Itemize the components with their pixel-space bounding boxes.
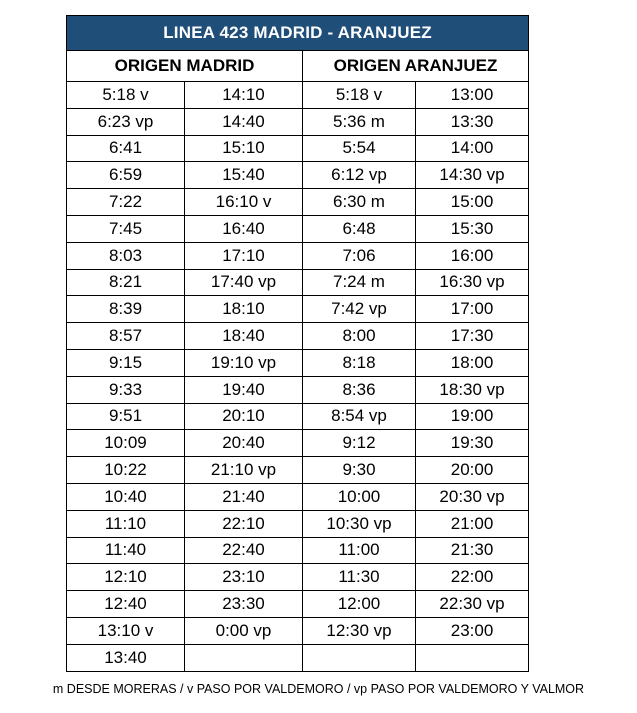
time-cell: 17:30 bbox=[416, 323, 529, 350]
schedule-body bbox=[67, 82, 529, 672]
time-cell: 10:40 bbox=[67, 483, 185, 510]
schedule-row bbox=[67, 135, 529, 162]
time-cell: 23:10 bbox=[185, 564, 303, 591]
schedule-row bbox=[67, 617, 529, 644]
time-cell: 11:00 bbox=[303, 537, 416, 564]
schedule-row bbox=[67, 349, 529, 376]
time-cell: 5:18 v bbox=[303, 82, 416, 109]
time-cell: 6:30 m bbox=[303, 189, 416, 216]
time-cell: 8:18 bbox=[303, 349, 416, 376]
time-cell: 20:40 bbox=[185, 430, 303, 457]
title-row bbox=[67, 16, 529, 51]
time-cell: 6:23 vp bbox=[67, 108, 185, 135]
time-cell: 19:40 bbox=[185, 376, 303, 403]
time-cell: 21:00 bbox=[416, 510, 529, 537]
schedule-row bbox=[67, 215, 529, 242]
time-cell: 0:00 vp bbox=[185, 617, 303, 644]
time-cell: 7:24 m bbox=[303, 269, 416, 296]
schedule-row bbox=[67, 242, 529, 269]
time-cell: 6:59 bbox=[67, 162, 185, 189]
time-cell: 20:00 bbox=[416, 457, 529, 484]
time-cell: 21:40 bbox=[185, 483, 303, 510]
timetable bbox=[66, 15, 529, 672]
time-cell: 9:33 bbox=[67, 376, 185, 403]
time-cell: 18:10 bbox=[185, 296, 303, 323]
time-cell: 10:22 bbox=[67, 457, 185, 484]
origin-aranjuez-header: ORIGEN ARANJUEZ bbox=[303, 51, 529, 82]
time-cell: 18:40 bbox=[185, 323, 303, 350]
schedule-row bbox=[67, 269, 529, 296]
time-cell: 17:00 bbox=[416, 296, 529, 323]
time-cell: 8:21 bbox=[67, 269, 185, 296]
schedule-row bbox=[67, 644, 529, 671]
time-cell: 8:54 vp bbox=[303, 403, 416, 430]
time-cell: 22:40 bbox=[185, 537, 303, 564]
time-cell: 23:30 bbox=[185, 591, 303, 618]
time-cell: 8:39 bbox=[67, 296, 185, 323]
time-cell: 7:42 vp bbox=[303, 296, 416, 323]
time-cell: 13:10 v bbox=[67, 617, 185, 644]
time-cell: 12:40 bbox=[67, 591, 185, 618]
time-cell: 7:22 bbox=[67, 189, 185, 216]
time-cell: 14:40 bbox=[185, 108, 303, 135]
time-cell: 7:06 bbox=[303, 242, 416, 269]
schedule-row bbox=[67, 82, 529, 109]
time-cell: 17:10 bbox=[185, 242, 303, 269]
time-cell: 20:10 bbox=[185, 403, 303, 430]
time-cell: 8:00 bbox=[303, 323, 416, 350]
time-cell: 8:36 bbox=[303, 376, 416, 403]
origin-header-row bbox=[67, 51, 529, 82]
time-cell: 16:00 bbox=[416, 242, 529, 269]
schedule-row bbox=[67, 591, 529, 618]
time-cell: 16:40 bbox=[185, 215, 303, 242]
time-cell: 7:45 bbox=[67, 215, 185, 242]
schedule-row bbox=[67, 162, 529, 189]
table-title: LINEA 423 MADRID - ARANJUEZ bbox=[67, 16, 529, 51]
legend-note: m DESDE MORERAS / v PASO POR VALDEMORO / vp PASO POR VALDEMORO Y VALMOR bbox=[52, 682, 585, 696]
time-cell: 18:00 bbox=[416, 349, 529, 376]
time-cell: 12:10 bbox=[67, 564, 185, 591]
time-cell: 11:10 bbox=[67, 510, 185, 537]
time-cell: 19:10 vp bbox=[185, 349, 303, 376]
time-cell: 22:10 bbox=[185, 510, 303, 537]
time-cell: 10:00 bbox=[303, 483, 416, 510]
time-cell: 23:00 bbox=[416, 617, 529, 644]
time-cell: 15:40 bbox=[185, 162, 303, 189]
time-cell: 22:30 vp bbox=[416, 591, 529, 618]
schedule-row bbox=[67, 564, 529, 591]
schedule-row bbox=[67, 537, 529, 564]
schedule-row bbox=[67, 376, 529, 403]
time-cell: 17:40 vp bbox=[185, 269, 303, 296]
time-cell: 8:57 bbox=[67, 323, 185, 350]
schedule-row bbox=[67, 510, 529, 537]
time-cell: 9:51 bbox=[67, 403, 185, 430]
time-cell: 14:10 bbox=[185, 82, 303, 109]
time-cell: 6:41 bbox=[67, 135, 185, 162]
time-cell: 15:30 bbox=[416, 215, 529, 242]
time-cell bbox=[185, 644, 303, 671]
time-cell: 14:30 vp bbox=[416, 162, 529, 189]
time-cell: 19:30 bbox=[416, 430, 529, 457]
time-cell: 16:10 v bbox=[185, 189, 303, 216]
schedule-row bbox=[67, 189, 529, 216]
schedule-row bbox=[67, 108, 529, 135]
time-cell: 9:30 bbox=[303, 457, 416, 484]
time-cell: 6:48 bbox=[303, 215, 416, 242]
time-cell: 5:18 v bbox=[67, 82, 185, 109]
time-cell: 13:40 bbox=[67, 644, 185, 671]
time-cell: 14:00 bbox=[416, 135, 529, 162]
schedule-row bbox=[67, 457, 529, 484]
time-cell: 5:54 bbox=[303, 135, 416, 162]
schedule-row bbox=[67, 430, 529, 457]
time-cell: 13:00 bbox=[416, 82, 529, 109]
time-cell: 15:00 bbox=[416, 189, 529, 216]
time-cell: 16:30 vp bbox=[416, 269, 529, 296]
time-cell: 6:12 vp bbox=[303, 162, 416, 189]
time-cell: 11:30 bbox=[303, 564, 416, 591]
origin-madrid-header: ORIGEN MADRID bbox=[67, 51, 303, 82]
time-cell bbox=[303, 644, 416, 671]
time-cell: 13:30 bbox=[416, 108, 529, 135]
time-cell: 21:10 vp bbox=[185, 457, 303, 484]
schedule-row bbox=[67, 483, 529, 510]
time-cell: 15:10 bbox=[185, 135, 303, 162]
time-cell: 9:12 bbox=[303, 430, 416, 457]
time-cell bbox=[416, 644, 529, 671]
time-cell: 5:36 m bbox=[303, 108, 416, 135]
time-cell: 12:00 bbox=[303, 591, 416, 618]
time-cell: 19:00 bbox=[416, 403, 529, 430]
time-cell: 22:00 bbox=[416, 564, 529, 591]
time-cell: 12:30 vp bbox=[303, 617, 416, 644]
time-cell: 10:09 bbox=[67, 430, 185, 457]
schedule-row bbox=[67, 323, 529, 350]
time-cell: 8:03 bbox=[67, 242, 185, 269]
time-cell: 21:30 bbox=[416, 537, 529, 564]
time-cell: 10:30 vp bbox=[303, 510, 416, 537]
time-cell: 11:40 bbox=[67, 537, 185, 564]
time-cell: 9:15 bbox=[67, 349, 185, 376]
time-cell: 18:30 vp bbox=[416, 376, 529, 403]
schedule-row bbox=[67, 296, 529, 323]
schedule-row bbox=[67, 403, 529, 430]
time-cell: 20:30 vp bbox=[416, 483, 529, 510]
